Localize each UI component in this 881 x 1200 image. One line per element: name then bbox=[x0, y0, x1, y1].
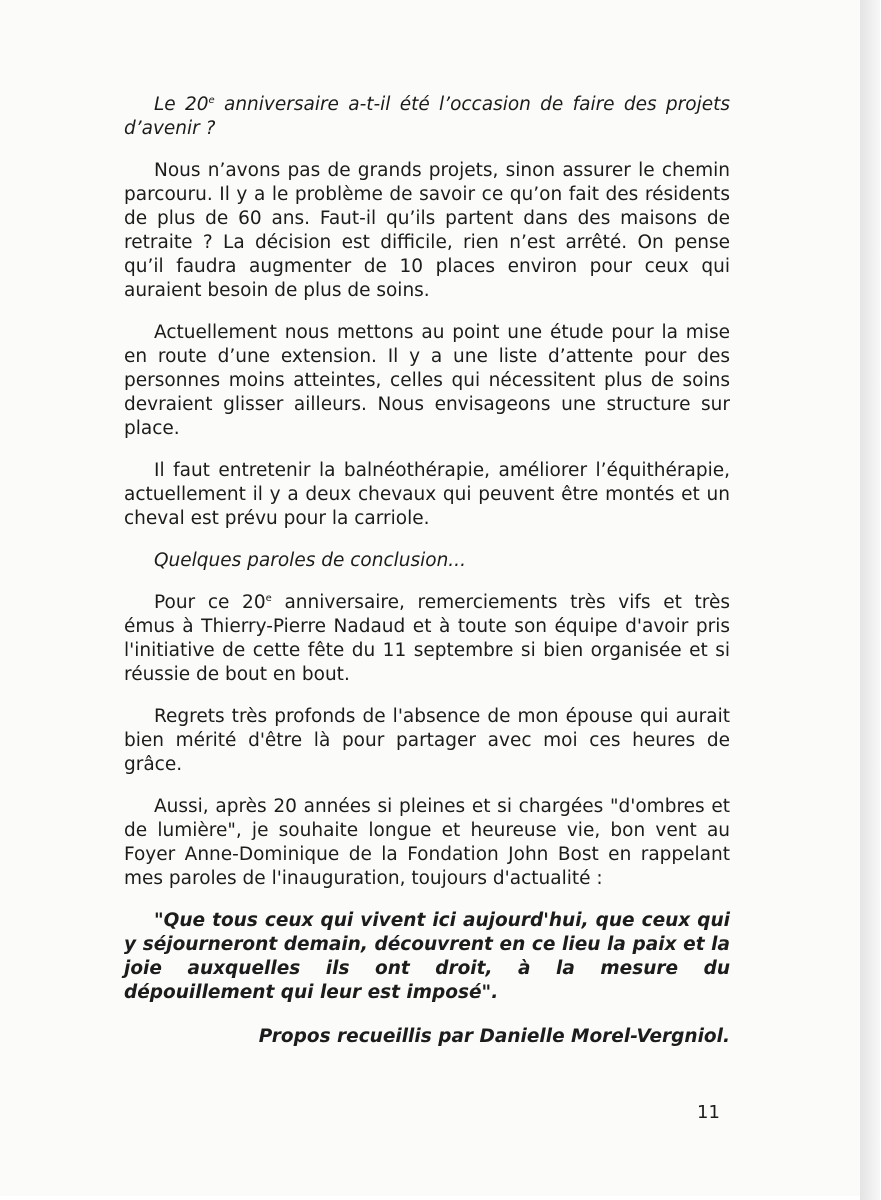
body-paragraph: Il faut entretenir la balnéothérapie, améliorer l’équithérapie, actuellement il y a deux chevaux qui peuvent être montés et un cheval est prévu pour la carriole. bbox=[124, 460, 730, 529]
attribution: Propos recueillis par Danielle Morel-Vergniol. bbox=[258, 1026, 730, 1047]
article-body bbox=[124, 93, 730, 1067]
body-paragraph: Pour ce 20e anniversaire, remerciements très vifs et très émus à Thierry-Pierre Nadaud et à toute son équipe d'avoir pris l'initiative de cette fête du 11 septembre si bien organisée et si réussie de bout en bout. bbox=[124, 592, 730, 685]
body-paragraph: Aussi, après 20 années si pleines et si chargées "d'ombres et de lumière", je souhaite longue et heureuse vie, bon vent au Foyer Anne-Dominique de la Fondation John Bost en rappelant mes paroles de l'inauguration, toujours d'actualité : bbox=[124, 796, 730, 889]
inauguration-quote: "Que tous ceux qui vivent ici aujourd'hui, que ceux qui y séjourneront demain, découvrent en ce lieu la paix et la joie auxquelles ils ont droit, à la mesure du dépouillement qui leur est imposé". bbox=[124, 910, 730, 1003]
body-paragraph: Actuellement nous mettons au point une étude pour la mise en route d’une extension. Il y a une liste d’attente pour des personnes moins atteintes, celles qui nécessitent plus de soins devraient glisser ailleurs. Nous envisageons une structure sur place. bbox=[124, 322, 730, 439]
question-paragraph: Le 20e anniversaire a-t-il été l’occasion de faire des projets d’avenir ? bbox=[124, 94, 730, 139]
page-number: 11 bbox=[697, 1102, 720, 1123]
body-paragraph: Nous n’avons pas de grands projets, sinon assurer le chemin parcouru. Il y a le problème de savoir ce qu’on fait des résidents de plus de 60 ans. Faut-il qu’ils partent dans des maisons de retraite ? La décision est difficile, rien n’est arrêté. On pense qu’il faudra augmenter de 10 places environ pour ceux qui auraient besoin de plus de soins. bbox=[124, 160, 730, 301]
body-paragraph: Regrets très profonds de l'absence de mon épouse qui aurait bien mérité d'être là pour partager avec moi ces heures de grâce. bbox=[124, 706, 730, 775]
binding-edge bbox=[860, 0, 880, 1200]
question-paragraph: Quelques paroles de conclusion... bbox=[154, 550, 466, 571]
